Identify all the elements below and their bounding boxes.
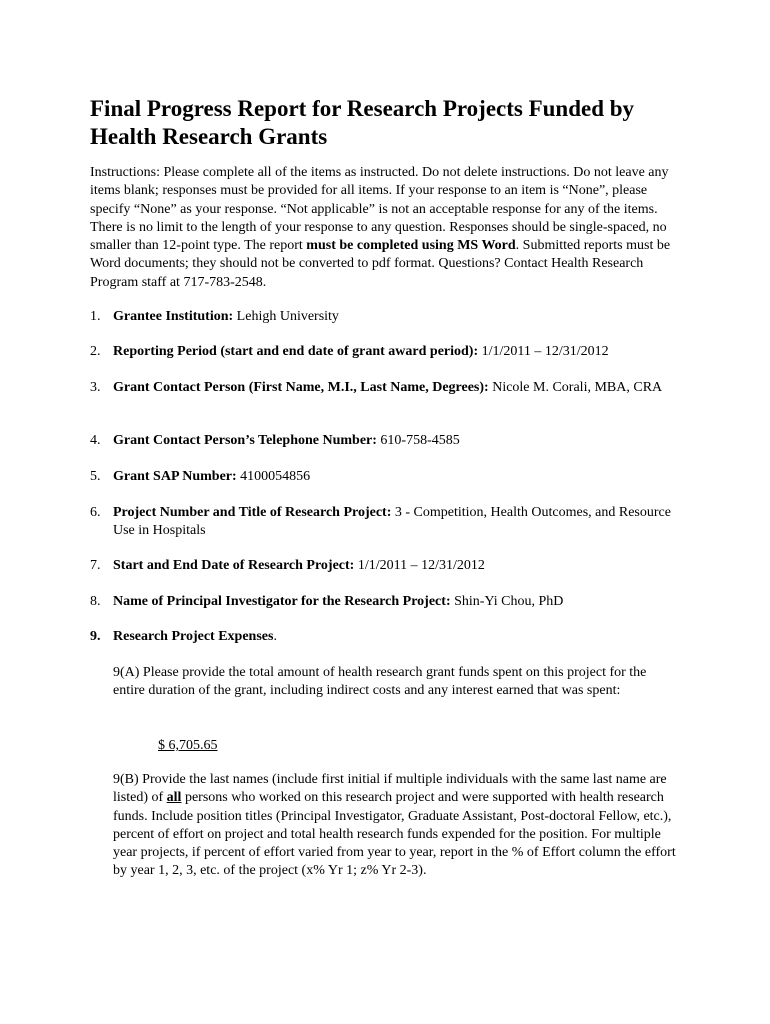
instructions-text-1: Instructions: Please complete all of the items as instructed. Do not delete instructions. Do not leave any items blank; responses must be provided for all items. If your response to an item is “None”, please specify “None” as your response. “Not applicable” is not an acceptable response for any of the items. There is no limit to the length of your response to any question. Responses should be single-spaced, no smaller than 12-point type. The report — [90, 165, 669, 254]
section-9b-text-2: persons who worked on this research project and were supported with health research funds. Include position titles (Principal Investigator, Graduate Assistant, Post-doctoral Fellow, etc.), percent of effort on project and total health research funds expended for the position. For multiple year projects, if percent of effort varied from year to year, report in the % of Effort column the effort by year 1, 2, 3, etc. of the project (x% Yr 1; z% Yr 2-3). — [113, 790, 676, 879]
item-research-expenses — [90, 628, 690, 646]
item-number: 3. — [90, 380, 101, 395]
item-value: 1/1/2011 – 12/31/2012 — [354, 558, 485, 573]
total-funds-amount: $ 6,705.65 — [158, 738, 218, 753]
item-value: 3 - Competition, Health Outcomes, and Resource Use in Hospitals — [113, 505, 671, 538]
instructions-text-2: . Submitted reports must be Word documents; they should not be converted to pdf format. Questions? Contact Health Research Program staff at 717-783-2548. — [90, 238, 671, 290]
item-grant-sap-number — [90, 468, 690, 486]
item-number: 1. — [90, 309, 101, 324]
item-principal-investigator — [90, 593, 690, 611]
instructions-bold-text: must be completed using MS Word — [306, 238, 516, 254]
item-value: Shin-Yi Chou, PhD — [450, 594, 564, 609]
item-project-number-title — [90, 504, 685, 540]
title-line-1: Final Progress Report for Research Projects Funded by — [90, 96, 635, 121]
section-9b-text-1: 9(B) Provide the last names (include first initial if multiple individuals with the same last name are listed) of — [113, 772, 667, 806]
item-label: Reporting Period (start and end date of grant award period): — [113, 344, 479, 359]
section-9b-emphasis: all — [166, 790, 182, 806]
item-label: Research Project Expenses — [113, 629, 274, 644]
item-value: 1/1/2011 – 12/31/2012 — [478, 344, 609, 359]
item-contact-telephone — [90, 432, 690, 450]
item-label: Project Number and Title of Research Project: — [113, 505, 392, 520]
item-number: 4. — [90, 433, 101, 448]
item-number: 6. — [90, 505, 101, 520]
item-value: . — [273, 629, 277, 644]
item-value: Lehigh University — [233, 309, 339, 324]
item-number: 9. — [90, 629, 101, 644]
item-number: 7. — [90, 558, 101, 573]
item-number: 5. — [90, 469, 101, 484]
item-grant-contact-person — [90, 379, 685, 397]
title-line-2: Health Research Grants — [90, 124, 328, 149]
item-value: 4100054856 — [236, 469, 311, 484]
item-grantee-institution — [90, 308, 690, 326]
instructions-paragraph — [90, 164, 680, 292]
item-label: Grant Contact Person (First Name, M.I., Last Name, Degrees): — [113, 380, 489, 395]
section-9a-text: 9(A) Please provide the total amount of health research grant funds spent on this project for the entire duration of the grant, including indirect costs and any interest earned that was spent: — [113, 665, 647, 699]
item-project-dates — [90, 557, 690, 575]
item-value: Nicole M. Corali, MBA, CRA — [488, 380, 663, 395]
item-reporting-period — [90, 343, 690, 361]
document-title — [90, 95, 710, 151]
item-label: Grantee Institution: — [113, 309, 234, 324]
item-label: Name of Principal Investigator for the Research Project: — [113, 594, 451, 609]
item-label: Start and End Date of Research Project: — [113, 558, 355, 573]
section-9b-text — [113, 771, 683, 881]
item-number: 8. — [90, 594, 101, 609]
item-number: 2. — [90, 344, 101, 359]
item-label: Grant SAP Number: — [113, 469, 237, 484]
item-label: Grant Contact Person’s Telephone Number: — [113, 433, 377, 448]
item-value: 610-758-4585 — [376, 433, 460, 448]
